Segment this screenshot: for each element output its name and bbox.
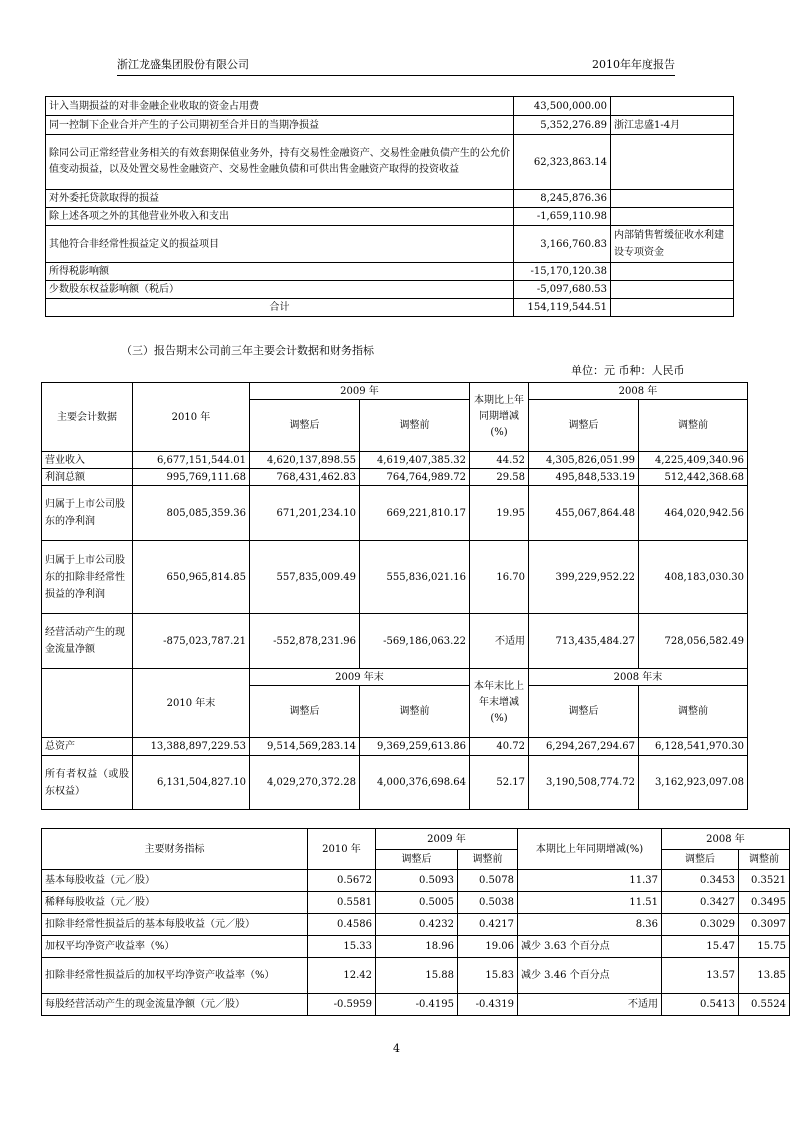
table-cell: 4,619,407,385.32	[360, 452, 470, 469]
table-cell: 调整后	[250, 400, 360, 452]
table-cell: 归属于上市公司股东的扣除非经常性损益的净利润	[42, 541, 133, 614]
table-cell: 0.3495	[739, 892, 790, 914]
table-cell: -552,878,231.96	[250, 614, 360, 669]
table-cell: 3,190,508,774.72	[529, 756, 639, 810]
table-header-row	[42, 829, 790, 850]
table-cell: 不适用	[470, 614, 529, 669]
table-cell: 利润总额	[42, 469, 133, 486]
table-cell: 2008 年	[529, 383, 748, 400]
table-row	[42, 469, 748, 486]
table-cell: 18.96	[376, 936, 458, 958]
table-cell: 内部销售暂缓征收水利建设专项资金	[611, 226, 734, 263]
section-title: （三）报告期末公司前三年主要会计数据和财务指标	[121, 344, 374, 357]
table-cell: 减少 3.46 个百分点	[518, 958, 662, 994]
table-row	[46, 226, 734, 263]
table-cell: 6,677,151,544.01	[133, 452, 250, 469]
table-cell: 调整后	[250, 686, 360, 738]
table-row	[46, 281, 734, 299]
table-cell: 0.3453	[662, 870, 739, 892]
table-cell: 671,201,234.10	[250, 486, 360, 541]
table-cell: 2009 年	[376, 829, 518, 850]
table-cell: 调整后	[529, 686, 639, 738]
currency-unit: 单位：元 币种：人民币	[571, 364, 685, 377]
table-cell: 0.4217	[458, 914, 518, 936]
table-cell: 557,835,009.49	[250, 541, 360, 614]
table-row	[42, 914, 790, 936]
table-cell: 同一控制下企业合并产生的子公司期初至合并日的当期净损益	[46, 116, 514, 135]
table-cell: 29.58	[470, 469, 529, 486]
table-cell: 15.47	[662, 936, 739, 958]
table-row	[46, 97, 734, 116]
table-header-row	[42, 383, 748, 400]
table-cell: 扣除非经常性损益后的基本每股收益（元／股）	[42, 914, 308, 936]
table-cell: 对外委托贷款取得的损益	[46, 190, 514, 208]
table-cell: 稀释每股收益（元／股）	[42, 892, 308, 914]
empty-cell	[611, 299, 734, 317]
table-cell: 浙江忠盛1-4月	[611, 116, 734, 135]
table-cell: 调整前	[639, 686, 748, 738]
table-row	[42, 994, 790, 1016]
table-cell: 6,294,267,294.67	[529, 738, 639, 756]
table-cell: 19.95	[470, 486, 529, 541]
table-cell: 650,965,814.85	[133, 541, 250, 614]
table-cell: 0.5413	[662, 994, 739, 1016]
table-cell: 所有者权益（或股东权益）	[42, 756, 133, 810]
table-cell: 4,225,409,340.96	[639, 452, 748, 469]
table-cell: 16.70	[470, 541, 529, 614]
table-row	[42, 958, 790, 994]
financial-indicators-table	[41, 828, 790, 1016]
table-cell: 0.3097	[739, 914, 790, 936]
table-cell	[611, 208, 734, 226]
table-cell: -0.4319	[458, 994, 518, 1016]
table-cell: 除同公司正常经营业务相关的有效套期保值业务外，持有交易性金融资产、交易性金融负债产生的公允价值变动损益，以及处置交易性金融资产、交易性金融负债和可供出售金融资产取得的投资收益	[46, 135, 514, 190]
table-cell: 2010 年	[308, 829, 376, 870]
table-cell: 本期比上年同期增减(%)	[470, 383, 529, 452]
table-row	[42, 756, 748, 810]
total-label: 合计	[46, 299, 514, 317]
table-cell: 4,620,137,898.55	[250, 452, 360, 469]
table-cell: -5,097,680.53	[514, 281, 611, 299]
empty-cell	[42, 669, 133, 738]
table-cell	[611, 135, 734, 190]
table-cell: 4,305,826,051.99	[529, 452, 639, 469]
table-cell: 归属于上市公司股东的净利润	[42, 486, 133, 541]
table-cell: 基本每股收益（元／股）	[42, 870, 308, 892]
table-cell: 768,431,462.83	[250, 469, 360, 486]
table-cell: 455,067,864.48	[529, 486, 639, 541]
table-cell	[611, 190, 734, 208]
table-row	[46, 263, 734, 281]
table-cell: 2009 年	[250, 383, 470, 400]
table-cell: 除上述各项之外的其他营业外收入和支出	[46, 208, 514, 226]
page-number: 4	[393, 1042, 400, 1055]
table-cell: 8,245,876.36	[514, 190, 611, 208]
table-cell: 调整后	[529, 400, 639, 452]
table-cell: 0.4586	[308, 914, 376, 936]
table-cell: 计入当期损益的对非金融企业收取的资金占用费	[46, 97, 514, 116]
table-cell: 调整前	[360, 400, 470, 452]
table-cell: 5,352,276.89	[514, 116, 611, 135]
table-cell: 6,128,541,970.30	[639, 738, 748, 756]
table-cell: 11.37	[518, 870, 662, 892]
table-cell: 0.3521	[739, 870, 790, 892]
table-row	[42, 738, 748, 756]
table-cell: 2009 年末	[250, 669, 470, 686]
table-cell: 所得税影响额	[46, 263, 514, 281]
table-cell: 9,369,259,613.86	[360, 738, 470, 756]
table-row	[46, 135, 734, 190]
table-cell: 408,183,030.30	[639, 541, 748, 614]
total-value: 154,119,544.51	[514, 299, 611, 317]
table-cell: 13.57	[662, 958, 739, 994]
table-cell: 12.42	[308, 958, 376, 994]
table-cell: 8.36	[518, 914, 662, 936]
header-company: 浙江龙盛集团股份有限公司	[117, 58, 249, 71]
table-cell: 3,166,760.83	[514, 226, 611, 263]
table-cell: 调整后	[662, 850, 739, 870]
table-cell: 调整前	[458, 850, 518, 870]
table-cell: 不适用	[518, 994, 662, 1016]
table-cell: 11.51	[518, 892, 662, 914]
table-cell: 15.88	[376, 958, 458, 994]
table-cell: 0.5093	[376, 870, 458, 892]
table-cell: 调整后	[376, 850, 458, 870]
table-cell: 减少 3.63 个百分点	[518, 936, 662, 958]
table-cell	[611, 263, 734, 281]
table-cell: 3,162,923,097.08	[639, 756, 748, 810]
table-cell: 19.06	[458, 936, 518, 958]
table-row	[42, 486, 748, 541]
table-cell: 每股经营活动产生的现金流量净额（元／股）	[42, 994, 308, 1016]
table-cell: 0.5038	[458, 892, 518, 914]
table-cell: 399,229,952.22	[529, 541, 639, 614]
table-cell: 43,500,000.00	[514, 97, 611, 116]
table-cell: -0.5959	[308, 994, 376, 1016]
table-cell: 15.83	[458, 958, 518, 994]
table-header-row	[42, 669, 748, 686]
table-cell: 13,388,897,229.53	[133, 738, 250, 756]
table-cell: 0.5581	[308, 892, 376, 914]
table-cell: 728,056,582.49	[639, 614, 748, 669]
table-cell: 主要财务指标	[42, 829, 308, 870]
table-cell: 扣除非经常性损益后的加权平均净资产收益率（%）	[42, 958, 308, 994]
table-cell: 营业收入	[42, 452, 133, 469]
table-cell: 2008 年	[662, 829, 790, 850]
table-cell: 0.4232	[376, 914, 458, 936]
total-row	[46, 299, 734, 317]
table-cell: 调整前	[639, 400, 748, 452]
table-cell: 44.52	[470, 452, 529, 469]
table-row	[42, 936, 790, 958]
page-header	[117, 56, 675, 76]
table-cell: 总资产	[42, 738, 133, 756]
table-cell: 764,764,989.72	[360, 469, 470, 486]
table-cell	[611, 97, 734, 116]
table-cell: 62,323,863.14	[514, 135, 611, 190]
table-cell: 995,769,111.68	[133, 469, 250, 486]
table-cell: 555,836,021.16	[360, 541, 470, 614]
table-cell: 669,221,810.17	[360, 486, 470, 541]
table-cell: 4,000,376,698.64	[360, 756, 470, 810]
table-cell: 2008 年末	[529, 669, 748, 686]
table-cell: -569,186,063.22	[360, 614, 470, 669]
table-row	[46, 190, 734, 208]
table-cell: 经营活动产生的现金流量净额	[42, 614, 133, 669]
table-cell: 调整前	[739, 850, 790, 870]
table-row	[46, 116, 734, 135]
table-cell: 9,514,569,283.14	[250, 738, 360, 756]
table-cell: 2010 年	[133, 383, 250, 452]
table-cell: 其他符合非经常性损益定义的损益项目	[46, 226, 514, 263]
table-cell: 本期比上年同期增减(%)	[518, 829, 662, 870]
table-cell: -15,170,120.38	[514, 263, 611, 281]
table-row	[42, 614, 748, 669]
table-cell: 713,435,484.27	[529, 614, 639, 669]
table-row	[42, 541, 748, 614]
header-rule	[117, 75, 675, 76]
table-row	[42, 892, 790, 914]
table-cell: 6,131,504,827.10	[133, 756, 250, 810]
table-cell: 13.85	[739, 958, 790, 994]
table-cell	[611, 281, 734, 299]
accounting-data-table	[41, 382, 748, 810]
table-cell: 15.33	[308, 936, 376, 958]
table-cell: 15.75	[739, 936, 790, 958]
table-cell: 本年末比上年末增减(%)	[470, 669, 529, 738]
table-cell: 调整前	[360, 686, 470, 738]
table-cell: 52.17	[470, 756, 529, 810]
table-cell: 0.3029	[662, 914, 739, 936]
table-row	[42, 452, 748, 469]
table-cell: 4,029,270,372.28	[250, 756, 360, 810]
table-cell: 0.3427	[662, 892, 739, 914]
table-cell: 主要会计数据	[42, 383, 133, 452]
table-cell: 0.5078	[458, 870, 518, 892]
table-cell: 2010 年末	[133, 669, 250, 738]
table-cell: 0.5672	[308, 870, 376, 892]
table-cell: 464,020,942.56	[639, 486, 748, 541]
table-cell: 805,085,359.36	[133, 486, 250, 541]
header-report-title: 2010年年度报告	[592, 58, 675, 71]
table-cell: -1,659,110.98	[514, 208, 611, 226]
table-cell: 495,848,533.19	[529, 469, 639, 486]
table-row	[46, 208, 734, 226]
table-row	[42, 870, 790, 892]
table-cell: 0.5005	[376, 892, 458, 914]
table-cell: 少数股东权益影响额（税后）	[46, 281, 514, 299]
table-cell: 512,442,368.68	[639, 469, 748, 486]
table-cell: 加权平均净资产收益率（%）	[42, 936, 308, 958]
table-cell: -0.4195	[376, 994, 458, 1016]
table-cell: 40.72	[470, 738, 529, 756]
nonrecurring-table	[45, 96, 734, 317]
table-cell: 0.5524	[739, 994, 790, 1016]
table-cell: -875,023,787.21	[133, 614, 250, 669]
